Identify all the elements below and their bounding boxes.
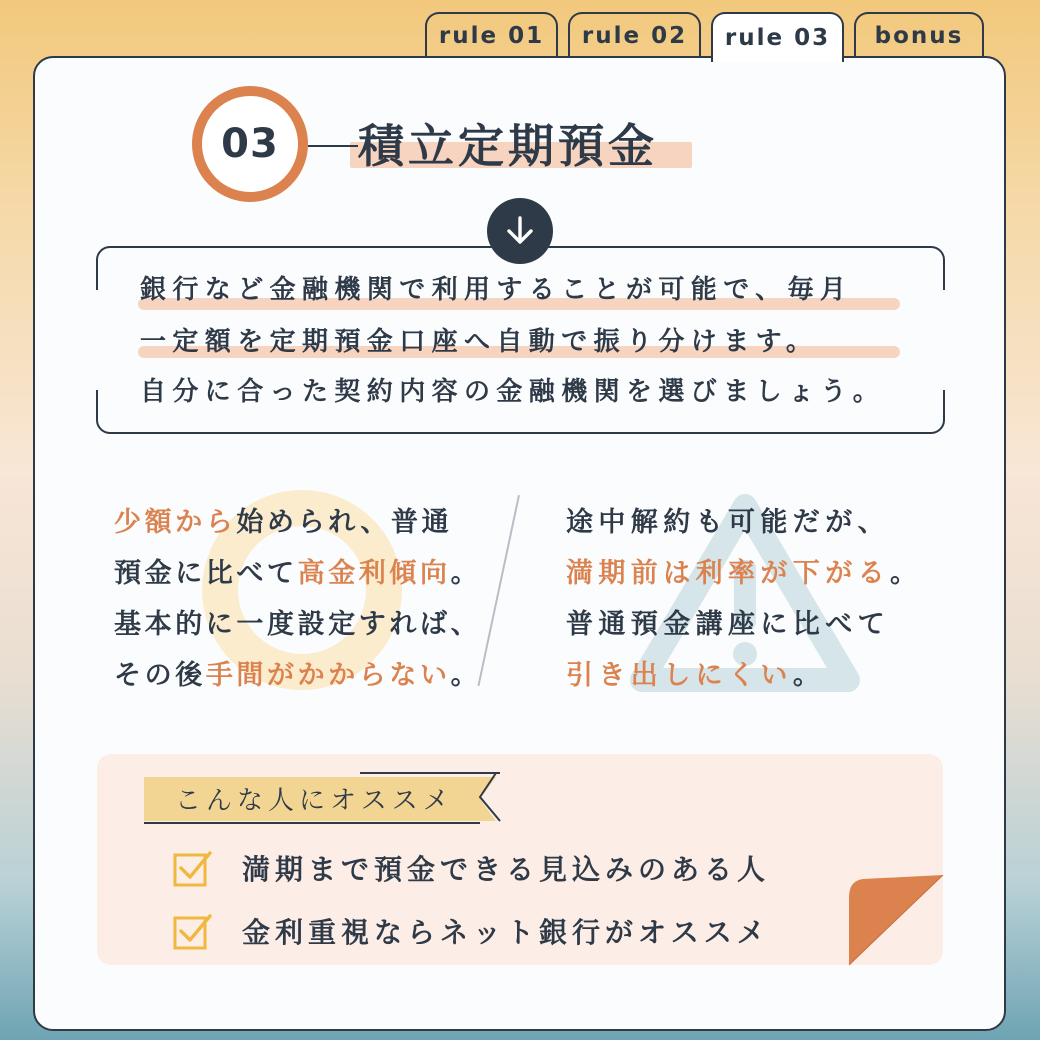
checkbox-icon (172, 848, 212, 888)
arrow-down-icon (487, 198, 553, 264)
recommend-item (172, 911, 770, 951)
tab-rule-01[interactable]: rule 01 (425, 12, 558, 58)
merits-segment: その後 (114, 660, 206, 691)
demerits-emphasis: 引き出しにくい (566, 660, 793, 691)
demerits-text (560, 497, 940, 707)
merits-text (108, 497, 508, 707)
merits-segment: 預金に比べて (114, 558, 298, 589)
tab-rule-03[interactable]: rule 03 (711, 12, 844, 62)
checkbox-icon (172, 911, 212, 951)
description-line-3: 自分に合った契約内容の金融機関を選びましょう。 (140, 377, 886, 407)
demerits-line (566, 650, 825, 701)
merits-segment: 基本的に一度設定すれば、 (114, 609, 482, 640)
recommend-item (172, 848, 770, 888)
merits-line (114, 650, 481, 701)
merits-emphasis: 少額から (114, 507, 237, 538)
merits-line (114, 548, 481, 599)
tab-rule-02[interactable]: rule 02 (568, 12, 701, 58)
merits-line (114, 497, 452, 548)
merits-emphasis: 高金利傾向 (297, 558, 451, 589)
demerits-segment: 途中解約も可能だが、 (566, 507, 890, 538)
tab-bonus[interactable]: bonus (854, 12, 984, 58)
demerits-line (566, 497, 890, 548)
description-box-gap-left (90, 290, 104, 390)
page-curl-corner (845, 875, 945, 967)
description-line-2: 一定額を定期預金口座へ自動で振り分けます。 (140, 327, 819, 357)
demerits-line (566, 599, 890, 650)
page-title: 積立定期預金 (358, 119, 658, 173)
merits-emphasis: 手間がかからない (205, 660, 451, 691)
demerits-segment: 。 (890, 558, 923, 589)
demerits-line (566, 548, 922, 599)
demerits-segment: 普通預金講座に比べて (566, 609, 890, 640)
heading-connector (308, 145, 358, 147)
recommend-title: こんな人にオススメ (175, 786, 454, 816)
merits-segment: 。 (450, 558, 482, 589)
demerits-emphasis: 満期前は利率が下がる (566, 558, 890, 589)
merits-segment: 。 (450, 660, 482, 691)
description-box-gap-right (938, 290, 952, 390)
recommend-item-label: 金利重視ならネット銀行がオススメ (242, 916, 770, 949)
description-line-1: 銀行など金融機関で利用することが可能で、毎月 (140, 275, 853, 305)
recommend-item-label: 満期まで預金できる見込みのある人 (242, 853, 771, 886)
merits-segment: 始められ、普通 (236, 507, 453, 538)
merits-line (114, 599, 481, 650)
demerits-segment: 。 (792, 660, 826, 691)
rule-number-badge: 03 (192, 86, 308, 202)
